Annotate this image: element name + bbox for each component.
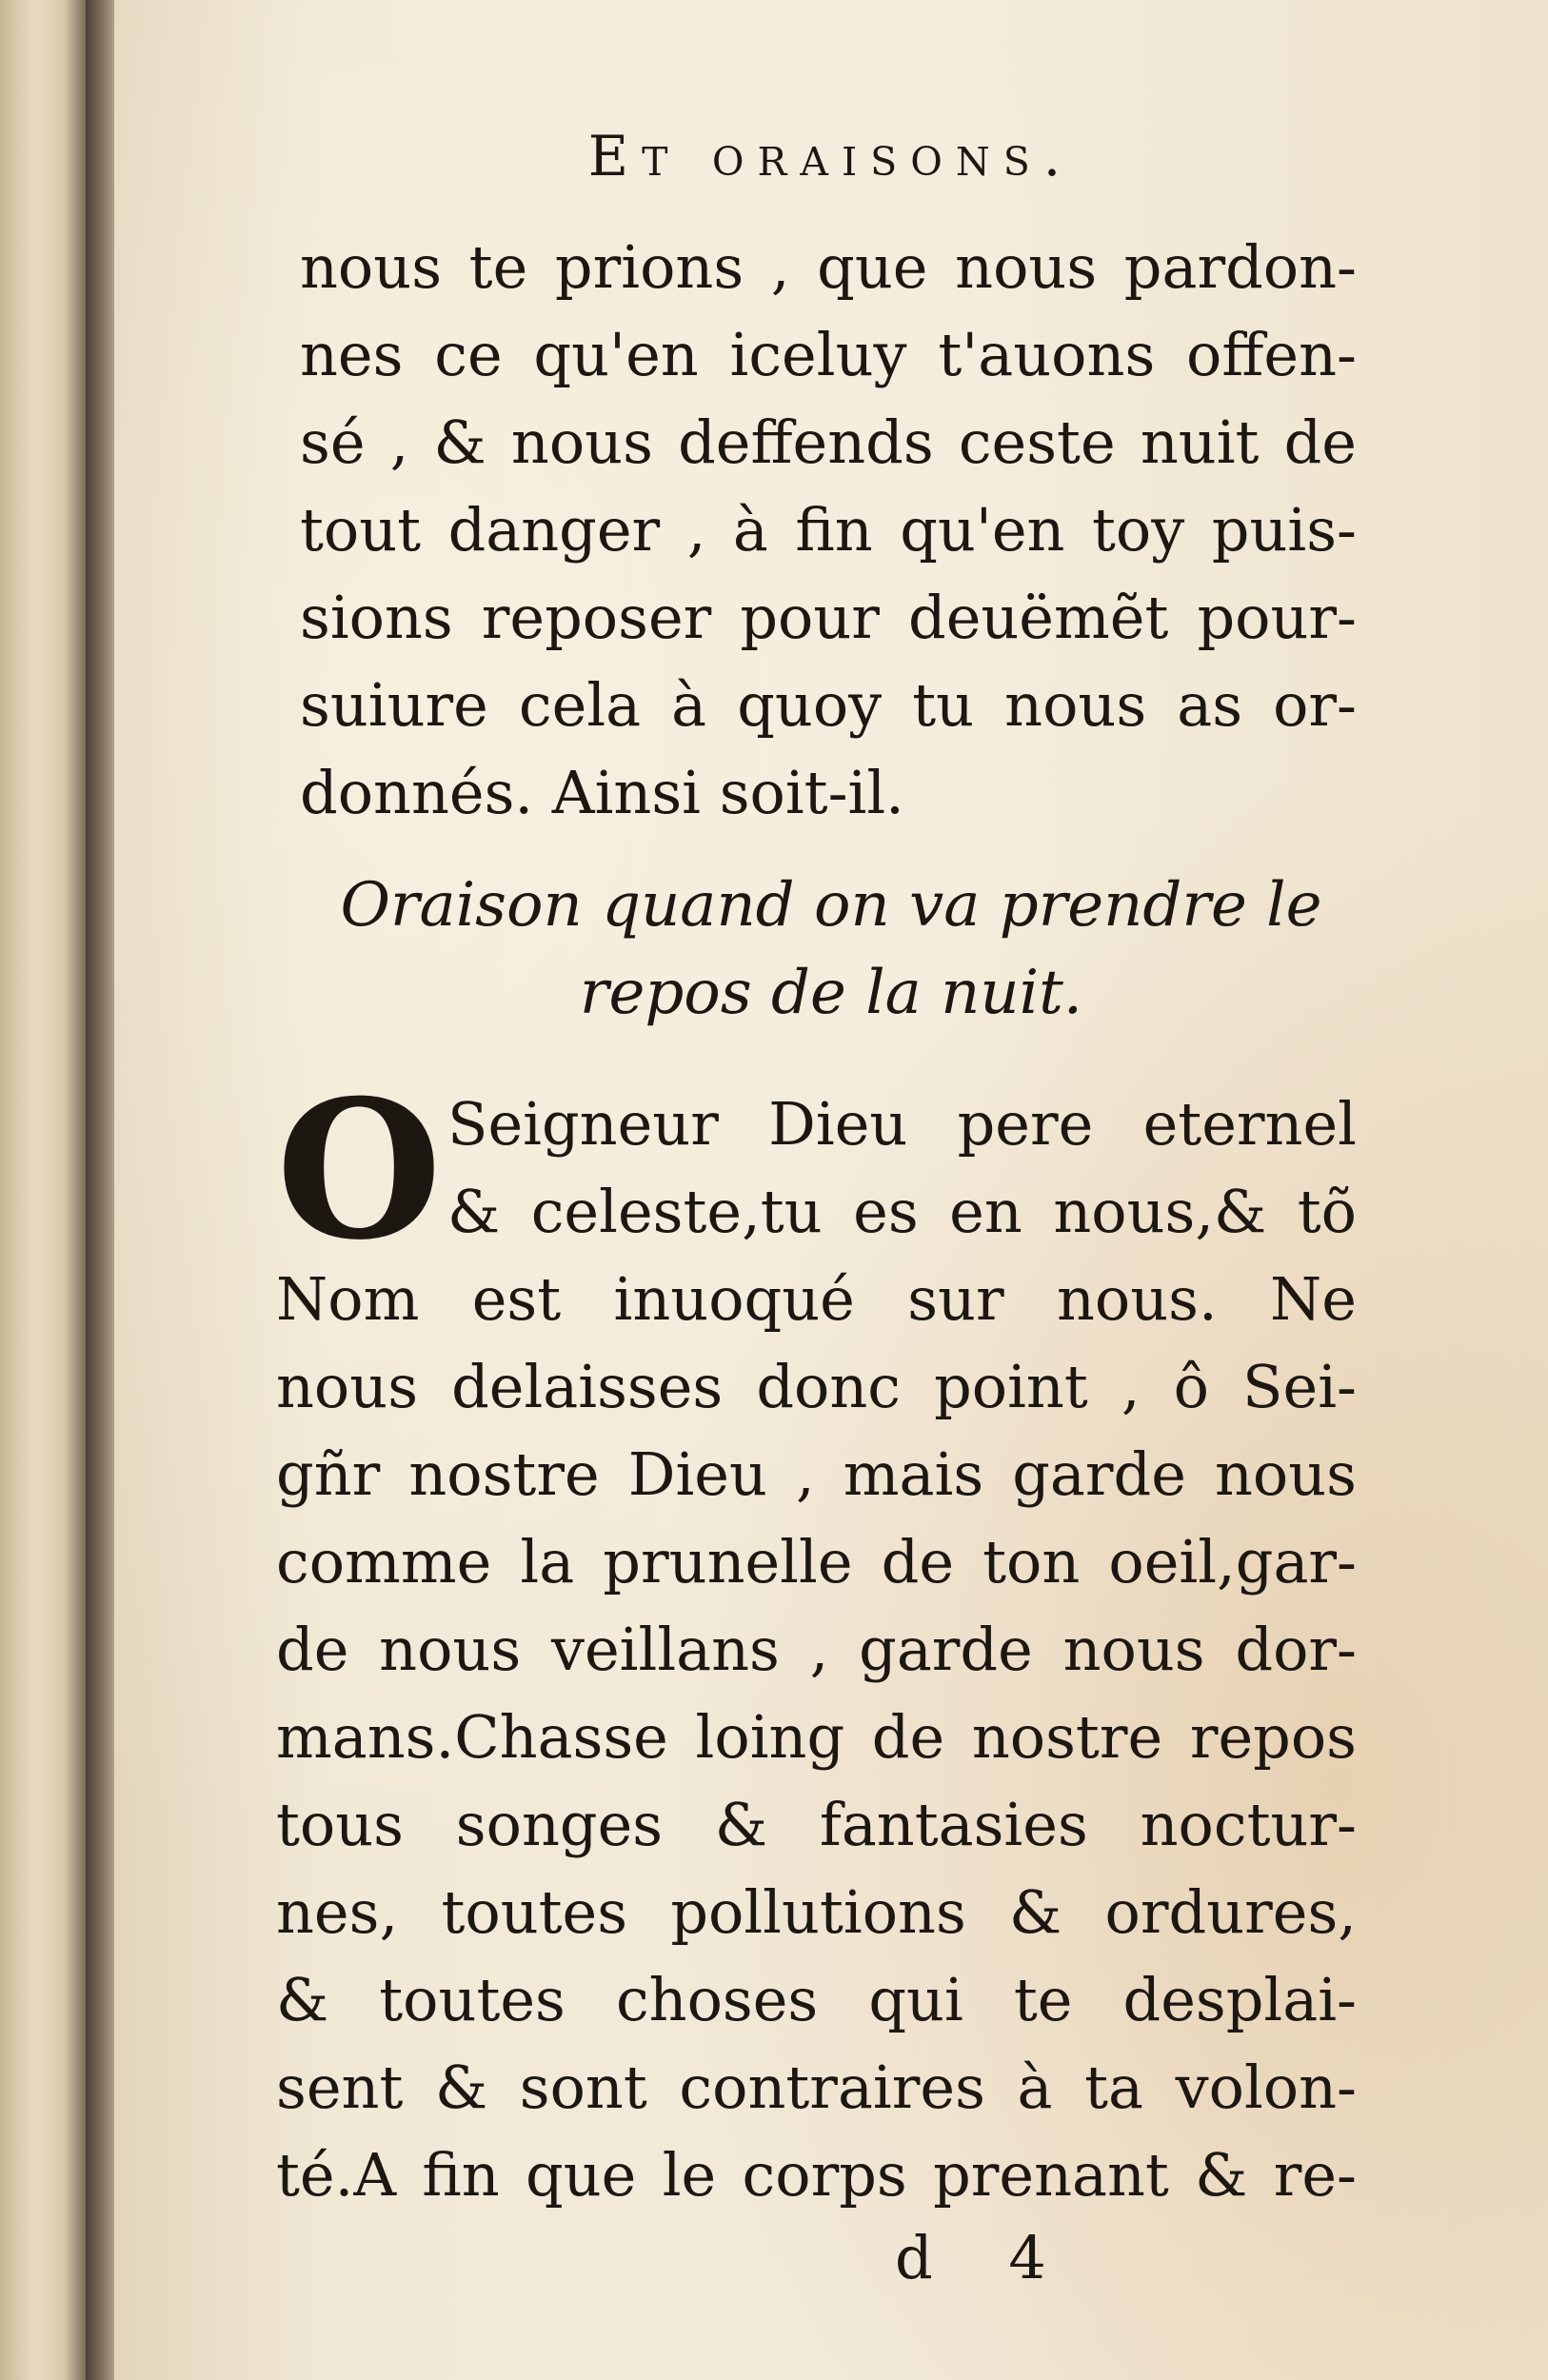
text-line: comme la prunelle de ton oeil,gar- [276,1527,1357,1597]
text-line: nous te prions , que nous pardon- [300,232,1357,302]
text-line: tous songes & fantasies noctur- [276,1790,1357,1859]
section-heading [114,862,1548,1037]
text-line: mans.Chasse loing de nostre repos [276,1702,1357,1772]
heading-line: repos de la nuit. [579,958,1083,1028]
text-line: gñr nostre Dieu , mais garde nous [276,1439,1357,1509]
text-line: té.A fin que le corps prenant & re- [276,2140,1357,2210]
text-line: suiure cela à quoy tu nous as or- [300,670,1357,740]
text-line: donnés. Ainsi soit-il. [300,758,904,827]
text-line: sent & sont contraires à ta volon- [276,2053,1357,2122]
running-head: Et oraisons. [587,124,1075,188]
text-line: sé , & nous deffends ceste nuit de [300,407,1357,477]
page [114,0,1548,2380]
text-line: Nom est inuoqué sur nous. Ne [276,1264,1357,1334]
text-line: nous delaisses donc point , ô Sei- [276,1352,1357,1421]
text-line: tout danger , à fin qu'en toy puis- [300,495,1357,565]
text-line: nes ce qu'en iceluy t'auons offen- [300,320,1357,389]
signature-mark: d 4 [895,2223,1075,2292]
text-line: sions reposer pour deuëmẽt pour- [300,583,1357,652]
left-page-edge [0,0,86,2380]
text-line: & celeste,tu es en nous,& tõ [447,1177,1357,1246]
paragraph-1 [300,224,1357,837]
heading-line: Oraison quand on va prendre le [340,870,1322,941]
drop-cap: O [276,1059,443,1282]
text-line: & toutes choses qui te desplai- [276,1965,1357,2034]
paragraph-2 [276,1059,1357,2219]
text-line: de nous veillans , garde nous dor- [276,1615,1357,1684]
text-line: nes, toutes pollutions & ordures, [276,1877,1357,1947]
text-line: Seigneur Dieu pere eternel [447,1089,1357,1159]
